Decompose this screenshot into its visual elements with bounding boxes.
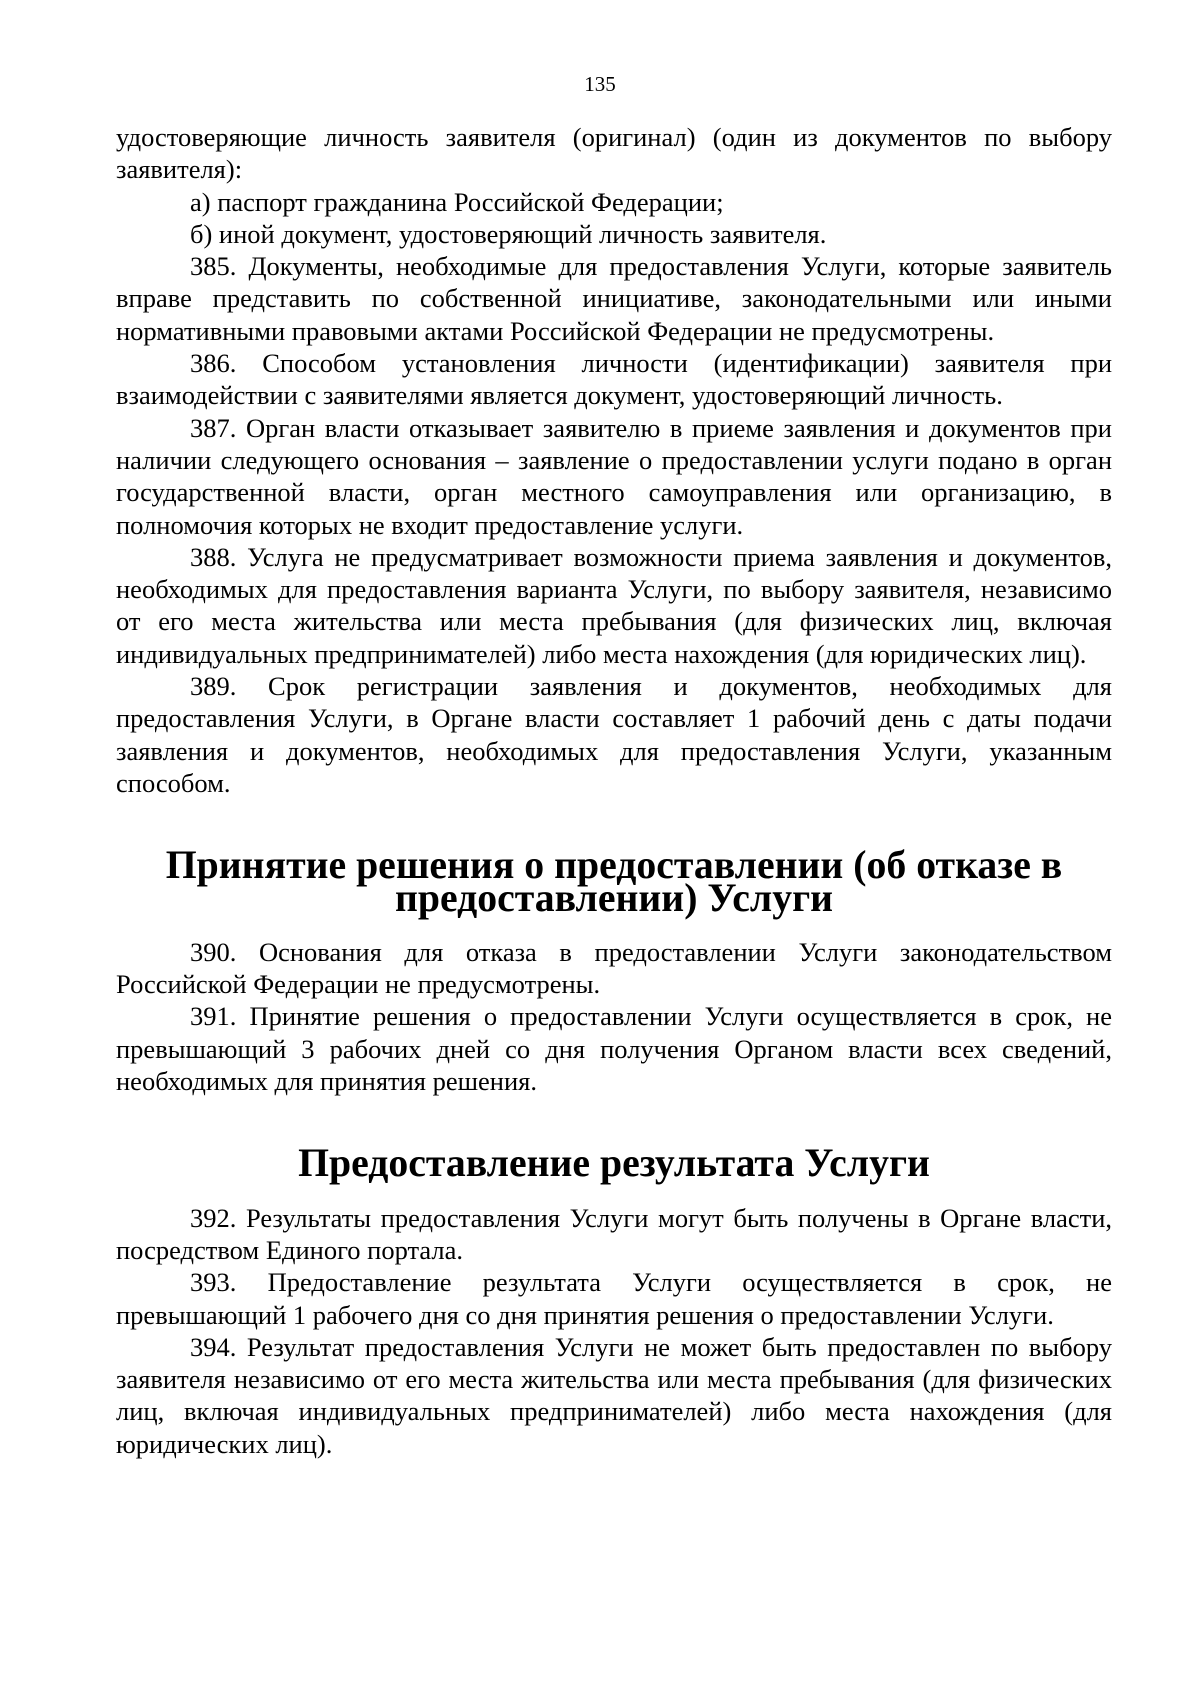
- section-heading-result: Предоставление результата Услуги: [298, 1141, 930, 1186]
- paragraph-390: 390. Основания для отказа в предоставлении Услуги законодательством Российской Федерации не предусмотрены.: [116, 936, 1112, 1000]
- paragraph-388: 388. Услуга не предусматривает возможности приема заявления и документов, необходимых для предоставления варианта Услуги, по выбору заявителя, независимо от его места жительства или места пребывания (для физических лиц, включая индивидуальных предпринимателей) либо места нахождения (для юридических лиц).: [116, 541, 1112, 669]
- paragraph-387: 387. Орган власти отказывает заявителю в приеме заявления и документов при наличии следующего основания – заявление о предоставлении услуги подано в орган государственной власти, орган местного самоуправления или организацию, в полномочия которых не входит предоставление услуги.: [116, 412, 1112, 540]
- paragraph-393: 393. Предоставление результата Услуги осуществляется в срок, не превышающий 1 рабочего дня со дня принятия решения о предоставлении Услуги.: [116, 1267, 1112, 1330]
- paragraph-391: 391. Принятие решения о предоставлении Услуги осуществляется в срок, не превышающий 3 рабочих дней со дня получения Органом власти всех сведений, необходимых для принятия решения.: [116, 1001, 1112, 1097]
- list-item-a-passport: а) паспорт гражданина Российской Федерации;: [190, 186, 724, 217]
- page-number: 135: [584, 72, 616, 96]
- document-body: [116, 121, 1112, 1460]
- paragraph-392: 392. Результаты предоставления Услуги могут быть получены в Органе власти, посредством Единого портала.: [116, 1202, 1112, 1265]
- paragraph-applicant-identity-docs: удостоверяющие личность заявителя (оригинал) (один из документов по выбору заявителя):: [116, 122, 1112, 185]
- list-item-b-other-document: б) иной документ, удостоверяющий личность заявителя.: [190, 218, 827, 249]
- section-heading-decision: Принятие решения о предоставлении (об отказе в предоставлении) Услуги: [165, 843, 1063, 920]
- paragraph-394: 394. Результат предоставления Услуги не может быть предоставлен по выбору заявителя независимо от его места жительства или места пребывания (для физических лиц, включая индивидуальных предпринимателей) либо места нахождения (для юридических лиц).: [116, 1331, 1112, 1459]
- paragraph-386: 386. Способом установления личности (идентификации) заявителя при взаимодействии с заявителями является документ, удостоверяющий личность.: [116, 348, 1112, 411]
- paragraph-389: 389. Срок регистрации заявления и документов, необходимых для предоставления Услуги, в Органе власти составляет 1 рабочий день с даты подачи заявления и документов, необходимых для предоставления Услуги, указанным способом.: [116, 671, 1112, 798]
- paragraph-385: 385. Документы, необходимые для предоставления Услуги, которые заявитель вправе представить по собственной инициативе, законодательными или иными нормативными правовыми актами Российской Федерации не предусмотрены.: [116, 251, 1112, 346]
